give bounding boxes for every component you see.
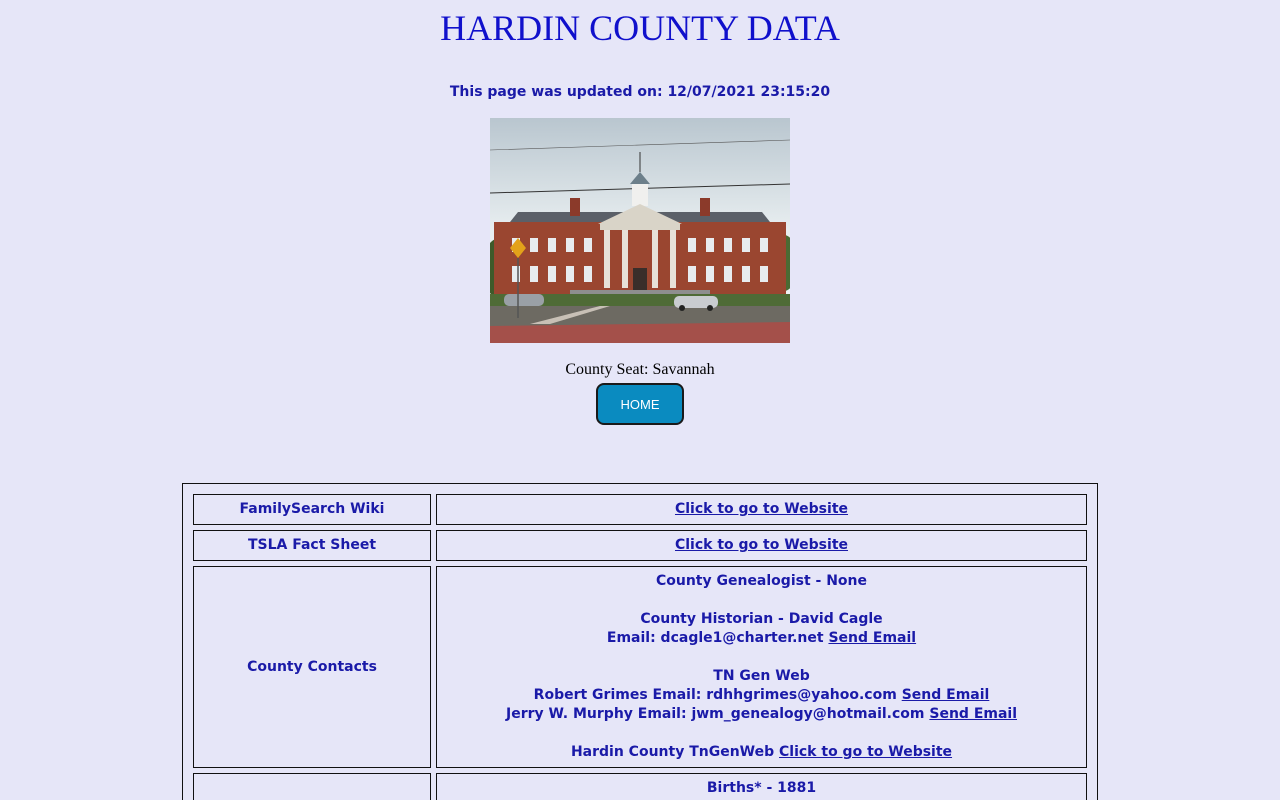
table-row-value — [436, 530, 1087, 561]
births-text: Births* - 1881 — [706, 780, 817, 796]
county-genealogist-text: County Genealogist - None — [655, 573, 868, 589]
county-historian-text: County Historian - David Cagle — [640, 611, 883, 627]
tngenweb-site-text: Hardin County TnGenWeb — [570, 744, 775, 760]
jerry-murphy-email-text: Jerry W. Murphy Email: jwm_genealogy@hotmail.com — [505, 706, 925, 722]
county-contacts-label: County Contacts — [247, 658, 377, 675]
historian-send-email-link[interactable]: Send Email — [828, 630, 917, 646]
table-row-value — [436, 566, 1087, 768]
robert-grimes-send-email-link[interactable]: Send Email — [901, 687, 990, 703]
jerry-murphy-send-email-link[interactable]: Send Email — [929, 706, 1018, 722]
tngenweb-heading: TN Gen Web — [713, 668, 810, 684]
home-button[interactable]: HOME — [596, 383, 684, 425]
page-title: HARDIN COUNTY DATA — [440, 8, 840, 48]
table-row-label — [193, 530, 431, 561]
tsla-label: TSLA Fact Sheet — [247, 537, 377, 553]
table-row-value — [436, 494, 1087, 525]
table-row-label — [193, 494, 431, 525]
table-row-label — [193, 566, 431, 768]
county-seat-text: County Seat: Savannah — [565, 361, 715, 378]
familysearch-label: FamilySearch Wiki — [239, 501, 385, 517]
historian-email-text: Email: dcagle1@charter.net — [606, 630, 824, 646]
tngenweb-website-link[interactable]: Click to go to Website — [779, 744, 953, 760]
robert-grimes-email-text: Robert Grimes Email: rdhhgrimes@yahoo.com — [533, 687, 897, 703]
county-contacts-details — [506, 572, 1017, 762]
tsla-website-link[interactable]: Click to go to Website — [674, 537, 849, 553]
familysearch-website-link[interactable]: Click to go to Website — [674, 501, 849, 517]
courthouse-photo — [490, 118, 790, 343]
table-row-value — [436, 773, 1087, 800]
last-updated-text: This page was updated on: 12/07/2021 23:15:20 — [449, 84, 831, 100]
table-row-label — [193, 773, 431, 800]
